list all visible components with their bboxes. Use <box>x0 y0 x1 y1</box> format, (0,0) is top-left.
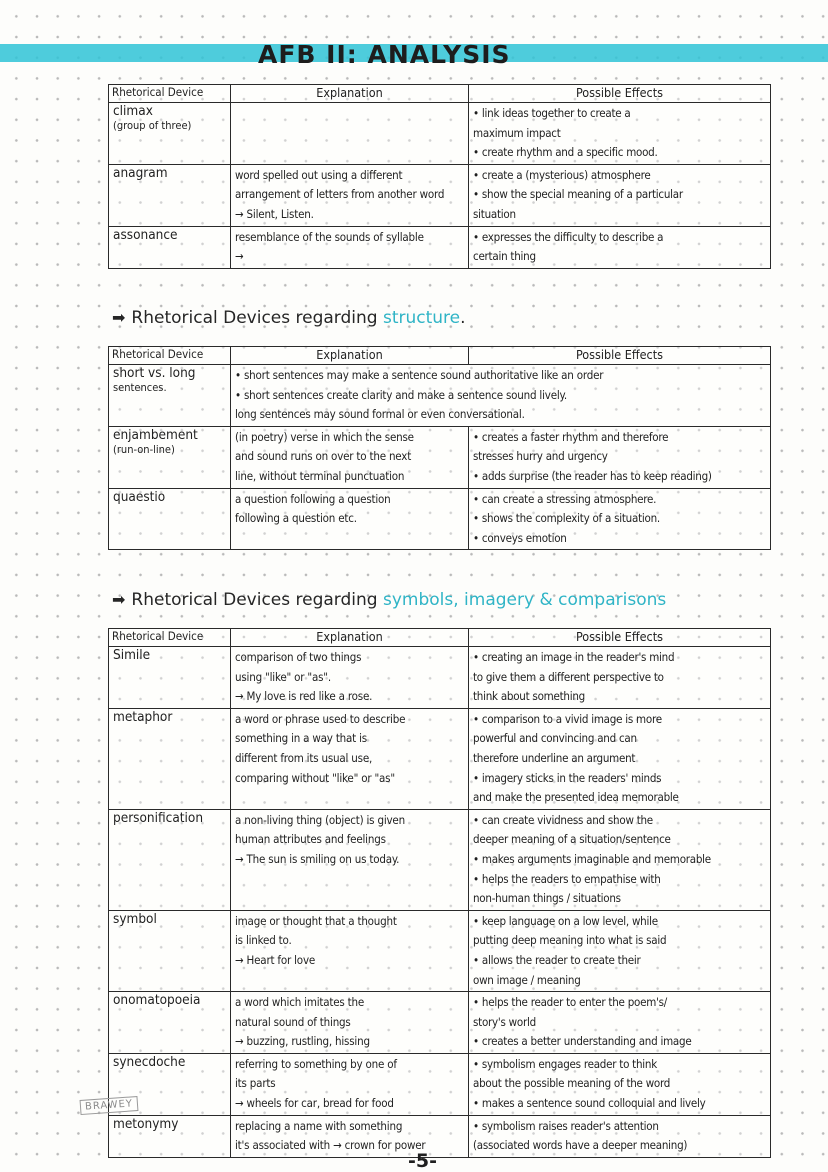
device-cell <box>109 103 231 165</box>
effect-line: • creating an image in the reader's mind <box>473 650 675 664</box>
effect-line: • keep language on a low level, while <box>473 913 658 928</box>
device-cell <box>109 488 231 550</box>
device-cell <box>109 647 231 709</box>
explanation-line: (in poetry) verse in which the sense <box>235 429 414 444</box>
table-row <box>109 708 771 809</box>
device-name: assonance <box>113 226 178 243</box>
device-name: personification <box>113 809 204 826</box>
table-row <box>109 1053 771 1115</box>
effect-line: • create rhythm and a specific mood. <box>473 145 658 160</box>
explanation-line: → The sun is smiling on us today. <box>235 851 400 866</box>
explanation-line: resemblance of the sounds of syllable <box>235 229 424 244</box>
effect-line: and make the presented idea memorable <box>473 790 679 805</box>
explanation-cell <box>231 992 469 1054</box>
explanation-cell <box>231 103 469 165</box>
table-row <box>109 647 771 709</box>
header-device: Rhetorical Device <box>109 347 231 365</box>
effects-cell <box>469 1053 771 1115</box>
section-heading-symbols <box>112 590 666 610</box>
explanation-line: comparing without "like" or "as" <box>235 770 395 785</box>
explanation-cell <box>231 708 469 809</box>
effect-line: maximum impact <box>473 125 561 140</box>
effects-cell <box>469 164 771 226</box>
explanation-line: comparison of two things <box>235 650 362 664</box>
table-row <box>109 164 771 226</box>
explanation-line: a question following a question <box>235 491 391 506</box>
explanation-cell <box>231 226 469 268</box>
effect-line: • allows the reader to create their <box>473 952 641 967</box>
effects-cell <box>469 647 771 709</box>
effect-line: think about something <box>473 689 585 704</box>
effects-cell <box>469 708 771 809</box>
table-row <box>109 426 771 488</box>
effect-line: story's world <box>473 1014 536 1029</box>
effect-line: situation <box>473 206 516 221</box>
effect-line: • symbolism engages reader to think <box>473 1056 657 1071</box>
device-name: enjambement <box>113 426 198 443</box>
explanation-cell <box>231 164 469 226</box>
table-row <box>109 226 771 268</box>
effect-line: • comparison to a vivid image is more <box>473 711 662 726</box>
arrow-icon: ➡ <box>112 308 126 327</box>
explanation-cell <box>231 365 771 427</box>
explanation-line: is linked to. <box>235 933 292 948</box>
device-subtitle: sentences. <box>113 381 167 394</box>
explanation-line: arrangement of letters from another word <box>235 187 445 202</box>
explanation-line: natural sound of things <box>235 1014 351 1029</box>
effect-line: • expresses the difficulty to describe a <box>473 229 664 244</box>
page-title: AFB II: ANALYSIS <box>258 40 511 69</box>
explanation-line: → wheels for car, bread for food <box>235 1096 394 1111</box>
effect-line: • adds surprise (the reader has to keep reading) <box>473 468 712 483</box>
device-name: metonymy <box>113 1115 179 1132</box>
explanation-line: replacing a name with something <box>235 1118 403 1133</box>
heading-prefix: Rhetorical Devices regarding <box>131 590 378 610</box>
effect-line: • helps the reader to enter the poem's/ <box>473 995 668 1010</box>
explanation-line: → My love is red like a rose. <box>235 689 373 704</box>
section-heading-structure <box>112 308 466 328</box>
device-subtitle: (run-on-line) <box>113 442 175 456</box>
effect-line: own image / meaning <box>473 972 581 987</box>
header-explanation: Explanation <box>231 629 469 647</box>
explanation-line: using "like" or "as". <box>235 669 331 684</box>
explanation-line: → buzzing, rustling, hissing <box>235 1034 370 1049</box>
effect-line: • symbolism raises reader's attention <box>473 1118 659 1133</box>
table-header-row <box>109 85 771 103</box>
header-effects: Possible Effects <box>469 347 771 365</box>
table-row <box>109 992 771 1054</box>
table-row <box>109 365 771 427</box>
effect-line: • makes a sentence sound colloquial and lively <box>473 1096 706 1111</box>
effect-line: non-human things / situations <box>473 891 621 906</box>
device-cell <box>109 809 231 910</box>
effects-cell <box>469 426 771 488</box>
device-name: Simile <box>113 647 151 663</box>
effect-line: • conveys emotion <box>473 530 567 545</box>
device-cell <box>109 365 231 427</box>
effect-line: • show the special meaning of a particular <box>473 187 683 202</box>
explanation-line: something in a way that is <box>235 731 367 746</box>
explanation-line: → Heart for love <box>235 952 316 967</box>
device-cell <box>109 708 231 809</box>
header-explanation: Explanation <box>231 347 469 365</box>
explanation-line: human attributes and feelings <box>235 832 386 847</box>
effect-line: putting deep meaning into what is said <box>473 933 667 948</box>
table-header-row <box>109 347 771 365</box>
page-number: -5- <box>408 1150 437 1172</box>
header-explanation: Explanation <box>231 85 469 103</box>
effect-line: about the possible meaning of the word <box>473 1076 671 1091</box>
effect-line: • makes arguments imaginable and memorable <box>473 851 711 866</box>
effect-line: to give them a different perspective to <box>473 669 664 684</box>
explanation-line: word spelled out using a different <box>235 167 403 182</box>
device-name: onomatopoeia <box>113 992 201 1009</box>
explanation-line: long sentences may sound formal or even conversational. <box>235 407 525 422</box>
device-cell <box>109 226 231 268</box>
heading-highlight: symbols, imagery & comparisons <box>382 590 667 610</box>
explanation-line: image or thought that a thought <box>235 913 397 928</box>
device-cell <box>109 164 231 226</box>
effect-line: • can create vividness and show the <box>473 812 653 827</box>
effect-line: stresses hurry and urgency <box>473 449 608 464</box>
device-name: quaestio <box>113 488 166 505</box>
effects-cell <box>469 488 771 550</box>
effect-line: powerful and convincing and can <box>473 731 637 746</box>
effect-line: therefore underline an argument <box>473 750 636 765</box>
explanation-line: → Silent, Listen. <box>235 206 314 221</box>
effect-line: • creates a faster rhythm and therefore <box>473 429 669 444</box>
effect-line: certain thing <box>473 249 536 264</box>
effect-line: • can create a stressing atmosphere. <box>473 491 657 506</box>
table-row <box>109 103 771 165</box>
explanation-line: • short sentences may make a sentence sound authoritative like an order <box>235 368 604 382</box>
effects-cell <box>469 103 771 165</box>
effects-cell <box>469 992 771 1054</box>
device-name: short vs. long <box>113 365 196 381</box>
arrow-icon: ➡ <box>112 590 126 609</box>
heading-highlight: structure <box>382 308 461 328</box>
explanation-cell <box>231 910 469 991</box>
effects-cell <box>469 226 771 268</box>
explanation-line: it's associated with → crown for power <box>235 1138 426 1153</box>
publisher-stamp: BRAWEY <box>80 1096 139 1115</box>
explanation-line: → <box>235 249 244 264</box>
device-name: symbol <box>113 910 157 927</box>
explanation-line: a non-living thing (object) is given <box>235 812 405 827</box>
device-name: anagram <box>113 164 168 181</box>
effect-line: • helps the readers to empathise with <box>473 871 661 886</box>
effect-line: • create a (mysterious) atmosphere <box>473 167 651 182</box>
effects-cell <box>469 1115 771 1157</box>
effect-line: • link ideas together to create a <box>473 106 631 120</box>
explanation-line: different from its usual use, <box>235 750 373 765</box>
table-row <box>109 488 771 550</box>
device-name: synecdoche <box>113 1053 186 1070</box>
header-device: Rhetorical Device <box>109 85 231 103</box>
table-row <box>109 809 771 910</box>
effect-line: deeper meaning of a situation/sentence <box>473 832 671 847</box>
effect-line: • shows the complexity of a situation. <box>473 511 660 526</box>
effect-line: • creates a better understanding and image <box>473 1034 692 1049</box>
device-subtitle: (group of three) <box>113 119 192 132</box>
table-row <box>109 1115 771 1157</box>
explanation-cell <box>231 1053 469 1115</box>
header-effects: Possible Effects <box>469 629 771 647</box>
device-cell <box>109 910 231 991</box>
header-effects: Possible Effects <box>469 85 771 103</box>
explanation-line: following a question etc. <box>235 511 357 526</box>
explanation-line: its parts <box>235 1076 276 1091</box>
rhetorical-devices-table-1 <box>108 84 771 269</box>
explanation-line: a word or phrase used to describe <box>235 711 406 726</box>
rhetorical-devices-table-2 <box>108 346 771 550</box>
explanation-cell <box>231 488 469 550</box>
explanation-cell <box>231 809 469 910</box>
explanation-cell <box>231 647 469 709</box>
explanation-cell <box>231 426 469 488</box>
table-header-row <box>109 629 771 647</box>
rhetorical-devices-table-3 <box>108 628 771 1158</box>
device-cell <box>109 992 231 1054</box>
header-device: Rhetorical Device <box>109 629 231 647</box>
explanation-line: and sound runs on over to the next <box>235 449 412 464</box>
device-cell <box>109 1115 231 1157</box>
explanation-line: a word which imitates the <box>235 995 365 1010</box>
effects-cell <box>469 910 771 991</box>
effects-cell <box>469 809 771 910</box>
explanation-line: referring to something by one of <box>235 1056 397 1071</box>
heading-prefix: Rhetorical Devices regarding <box>131 308 378 328</box>
table-row <box>109 910 771 991</box>
heading-suffix: . <box>460 308 466 328</box>
device-name: climax <box>113 103 153 119</box>
device-cell <box>109 426 231 488</box>
device-name: metaphor <box>113 708 173 725</box>
effect-line: (associated words have a deeper meaning) <box>473 1138 688 1153</box>
effect-line: • imagery sticks in the readers' minds <box>473 770 662 785</box>
explanation-line: • short sentences create clarity and make a sentence sound lively. <box>235 387 567 402</box>
explanation-line: line, without terminal punctuation <box>235 468 405 483</box>
